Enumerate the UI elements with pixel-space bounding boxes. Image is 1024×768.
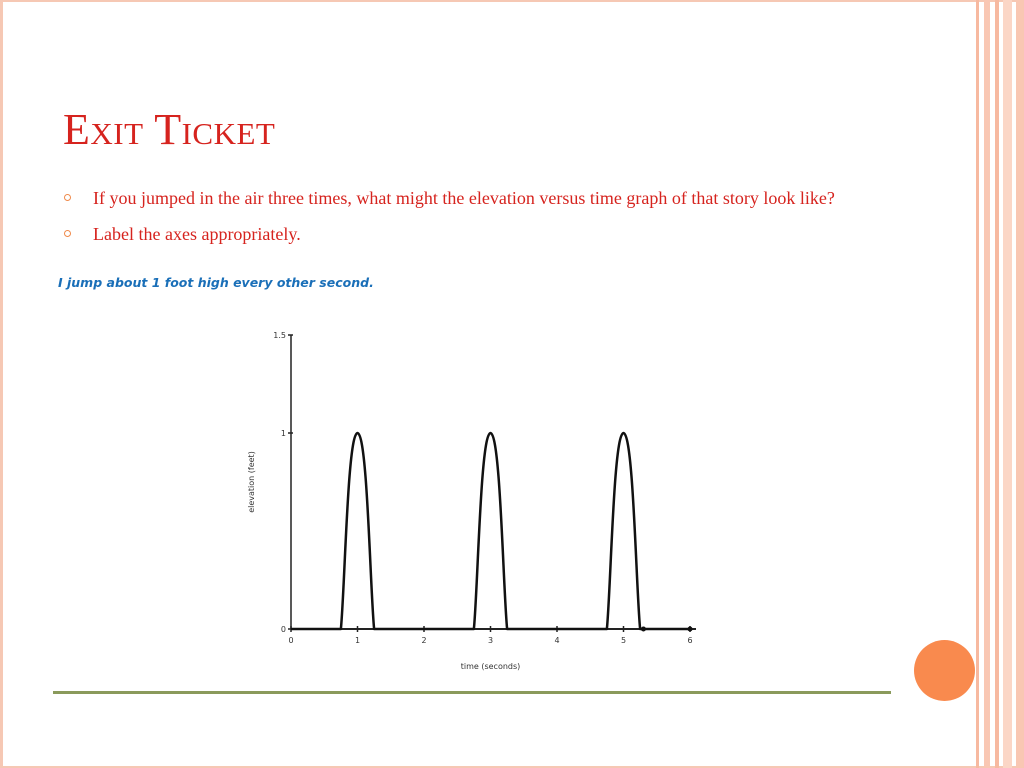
stripe	[976, 0, 979, 768]
y-tick-label: 1.5	[273, 331, 286, 340]
bullet-list	[60, 186, 870, 258]
stripe	[1016, 0, 1024, 768]
elevation-chart	[240, 320, 710, 680]
x-tick-label: 4	[554, 636, 560, 645]
x-axis-label: time (seconds)	[460, 662, 521, 671]
data-point	[641, 627, 646, 632]
y-tick-label: 1	[280, 429, 286, 438]
series-line	[291, 433, 690, 629]
stripe	[984, 0, 990, 768]
y-axis-label: elevation (feet)	[247, 451, 256, 513]
bullet-item	[60, 186, 870, 210]
chart-caption: I jump about 1 foot high every other second.	[58, 275, 374, 290]
stripe	[995, 0, 999, 768]
slide-title: Exit Ticket	[63, 105, 276, 154]
decorative-stripes	[976, 0, 1024, 768]
y-tick-label: 0	[280, 625, 286, 634]
bullet-text: If you jumped in the air three times, what might the elevation versus time graph of that story look like?	[93, 188, 835, 208]
x-tick-label: 3	[487, 636, 494, 645]
bullet-item	[60, 222, 870, 246]
chart-svg	[240, 320, 710, 680]
footer-rule	[53, 691, 891, 694]
x-tick-label: 2	[421, 636, 427, 645]
x-tick-label: 1	[354, 636, 361, 645]
bullet-text: Label the axes appropriately.	[93, 224, 301, 244]
frame-top-border	[0, 0, 1024, 2]
bullet-circle-icon	[64, 194, 71, 201]
bullet-circle-icon	[64, 230, 71, 237]
x-tick-label: 5	[620, 636, 627, 645]
orange-circle-decoration	[914, 640, 975, 701]
x-tick-label: 0	[288, 636, 294, 645]
frame-left-border	[0, 0, 3, 768]
x-tick-label: 6	[687, 636, 693, 645]
stripe	[1003, 0, 1012, 768]
